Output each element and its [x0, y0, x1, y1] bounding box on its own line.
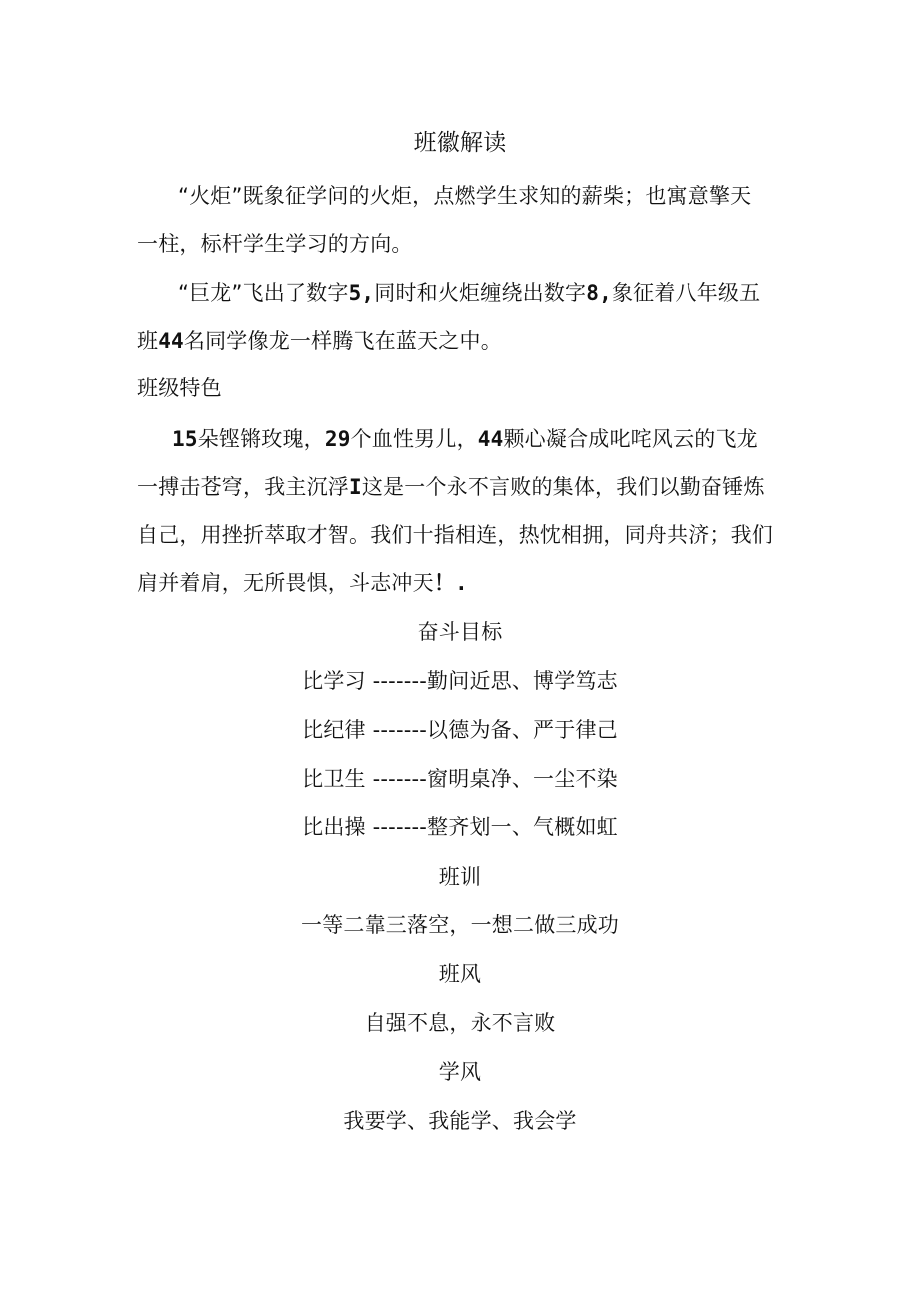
class-style-text: 自强不息，永不言败: [364, 1011, 556, 1035]
page-title: 班徽解读: [413, 130, 507, 156]
paragraph-features-line-4: [137, 568, 468, 598]
paragraph-features-line-3: 自己，用挫折萃取才智。我们十指相连，热忱相拥，同舟共济；我们: [137, 523, 773, 547]
text-segment: 名同学像龙一样腾飞在蓝天之中。: [183, 329, 502, 353]
number-15: 15: [172, 427, 198, 451]
paragraph-features-line-1: [172, 424, 758, 454]
text-segment: 这是一个永不言败的集体，我们以勤奋锤炼: [361, 475, 765, 499]
number-44: 44: [477, 427, 504, 451]
section-heading-motto: 班训: [438, 865, 482, 889]
paragraph-torch-line-1: “火炬”既象征学问的火炬，点燃学生求知的薪柴；也寓意擎天: [178, 184, 752, 208]
goal-item: 比纪律 -------以德为备、严于律己: [302, 718, 618, 742]
text-segment: 班: [137, 329, 159, 353]
number-8: 8,: [586, 281, 612, 305]
paragraph-dragon-line-2: [137, 326, 502, 356]
number-44: 44: [158, 329, 184, 353]
study-style-text: 我要学、我能学、我会学: [343, 1109, 577, 1133]
goal-item: 比学习 -------勤问近思、博学笃志: [302, 669, 618, 693]
number-29: 29: [324, 427, 351, 451]
text-segment: 个血性男儿，: [350, 427, 478, 451]
number-5: 5,: [348, 281, 375, 305]
punctuation-segment: ！.: [433, 571, 468, 595]
motto-text: 一等二靠三落空，一想二做三成功: [301, 913, 619, 937]
text-segment: 肩并着肩，无所畏惧，斗志冲天: [137, 571, 434, 595]
text-segment: 象征着八年级五: [611, 281, 761, 305]
text-segment: 同时和火炬缠绕出数字: [374, 281, 587, 305]
text-segment: 朵铿锵玫瑰，: [197, 427, 325, 451]
paragraph-dragon-line-1: [178, 278, 760, 308]
paragraph-torch-line-2: 一柱，标杆学生学习的方向。: [137, 232, 413, 256]
section-heading-study-style: 学风: [438, 1060, 482, 1084]
text-segment: 一搏击苍穹，我主沉浮: [137, 475, 349, 499]
paragraph-features-line-2: [137, 472, 765, 502]
goal-item: 比卫生 -------窗明桌净、一尘不染: [302, 767, 618, 791]
goal-item: 比出操 -------整齐划一、气概如虹: [302, 815, 618, 839]
text-segment: “巨龙”飞出了数字: [178, 281, 349, 305]
section-heading-goals: 奋斗目标: [417, 620, 503, 644]
section-heading-features: 班级特色: [137, 376, 222, 400]
letter-i: I: [349, 475, 362, 499]
text-segment: 颗心凝合成叱咤风云的飞龙: [503, 427, 758, 451]
section-heading-class-style: 班风: [438, 962, 482, 986]
